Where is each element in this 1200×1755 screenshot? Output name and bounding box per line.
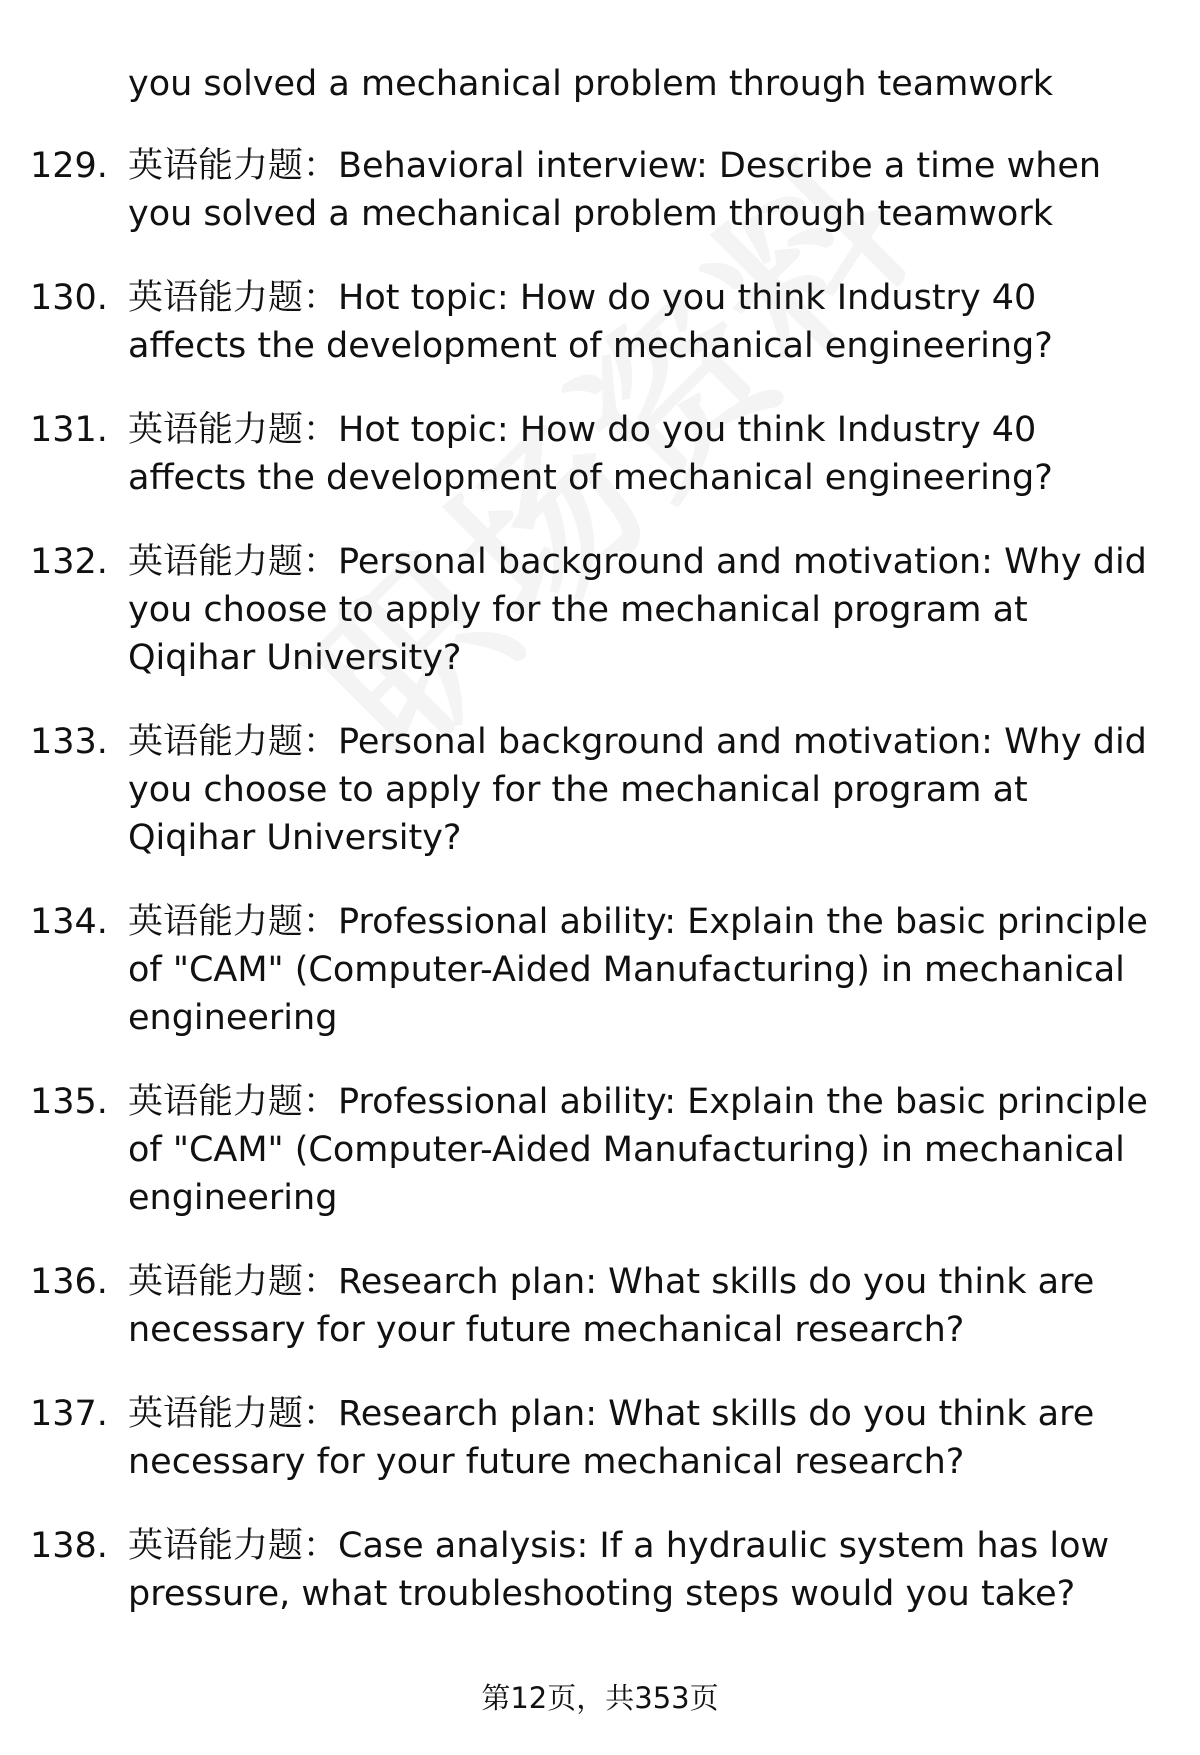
continued-question-text: you solved a mechanical problem through teamwork (128, 64, 1054, 104)
question-list (0, 142, 1200, 1654)
question-number: 134. (30, 902, 108, 942)
question-item (0, 142, 1200, 238)
question-number: 136. (30, 1262, 108, 1302)
question-item (0, 274, 1200, 370)
question-text: 英语能力题：Professional ability: Explain the basic principle of "CAM" (Computer-Aided Manufacturing) in mechanical engineering (128, 1082, 1148, 1218)
question-text: 英语能力题：Research plan: What skills do you think are necessary for your future mechanical research? (128, 1394, 1095, 1482)
question-number: 137. (30, 1394, 108, 1434)
question-item (0, 1390, 1200, 1486)
question-item (0, 1258, 1200, 1354)
question-number: 129. (30, 146, 108, 186)
question-text: 英语能力题：Hot topic: How do you think Industry 40 affects the development of mechanical engineering? (128, 410, 1053, 498)
question-text: 英语能力题：Professional ability: Explain the basic principle of "CAM" (Computer-Aided Manufacturing) in mechanical engineering (128, 902, 1148, 1038)
question-item (0, 1078, 1200, 1222)
question-item (0, 718, 1200, 862)
question-item (0, 538, 1200, 682)
question-number: 133. (30, 722, 108, 762)
question-item (0, 406, 1200, 502)
question-text: 英语能力题：Research plan: What skills do you think are necessary for your future mechanical research? (128, 1262, 1095, 1350)
question-item (0, 1522, 1200, 1618)
page-footer: 第12页，共353页 (481, 1681, 719, 1715)
question-text: 英语能力题：Case analysis: If a hydraulic system has low pressure, what troubleshooting steps would you take? (128, 1526, 1110, 1614)
question-number: 138. (30, 1526, 108, 1566)
question-number: 135. (30, 1082, 108, 1122)
question-text: 英语能力题：Hot topic: How do you think Industry 40 affects the development of mechanical engineering? (128, 278, 1053, 366)
question-text: 英语能力题：Behavioral interview: Describe a time when you solved a mechanical problem through teamwork (128, 146, 1102, 234)
question-number: 130. (30, 278, 108, 318)
question-number: 132. (30, 542, 108, 582)
question-text: 英语能力题：Personal background and motivation: Why did you choose to apply for the mechanical program at Qiqihar University? (128, 542, 1147, 678)
question-text: 英语能力题：Personal background and motivation: Why did you choose to apply for the mechanical program at Qiqihar University? (128, 722, 1147, 858)
question-number: 131. (30, 410, 108, 450)
question-item (0, 898, 1200, 1042)
